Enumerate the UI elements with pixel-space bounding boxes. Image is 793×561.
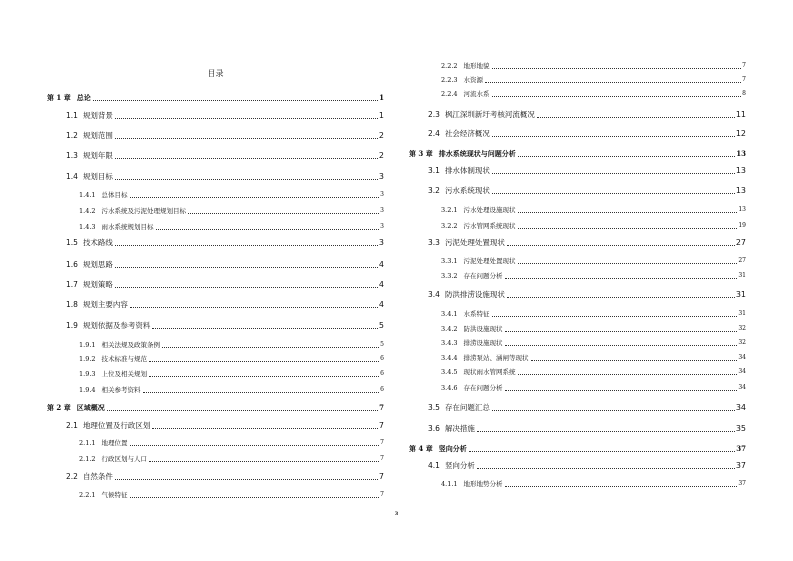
toc-entry-page: 12 [735, 129, 746, 138]
toc-entry-page: 13 [735, 166, 746, 175]
toc-entry-title: 排涝泵站、涵闸等现状 [463, 354, 529, 362]
toc-dot-leader [505, 278, 738, 279]
toc-dot-leader [537, 117, 735, 118]
toc-subsection-entry[interactable] [409, 89, 746, 99]
toc-dot-leader [156, 229, 380, 230]
toc-entry-number: 1.9.4 [79, 386, 96, 394]
toc-subsection-entry[interactable] [409, 271, 746, 281]
toc-entry-page: 37 [738, 480, 746, 487]
toc-entry-page: 1 [379, 93, 384, 102]
toc-entry-title: 排水体制现状 [444, 166, 490, 175]
toc-entry-number: 2.2 [66, 472, 78, 481]
toc-entry-title: 雨水系统规划目标 [101, 223, 154, 231]
toc-chapter-entry[interactable] [47, 403, 384, 413]
toc-dot-leader [492, 68, 742, 69]
toc-subsection-entry[interactable] [409, 205, 746, 215]
toc-entry-title: 上位及相关规划 [101, 370, 148, 378]
toc-entry-page: 11 [735, 110, 746, 119]
toc-dot-leader [162, 347, 379, 348]
toc-dot-leader [518, 263, 738, 264]
toc-subsection-entry[interactable] [47, 438, 384, 448]
toc-entry-title: 竖向分析 [438, 444, 467, 453]
toc-entry-title: 存在问题汇总 [444, 403, 490, 412]
toc-entry-title: 技术路线 [82, 238, 113, 247]
toc-entry-number: 2.2.4 [441, 90, 458, 98]
toc-subsection-entry[interactable] [409, 309, 746, 319]
toc-entry-title: 污水系统及污泥处理规划目标 [101, 207, 187, 215]
toc-dot-leader [492, 173, 735, 174]
toc-entry-page: 3 [380, 207, 384, 214]
toc-entry-title: 解决措施 [444, 424, 475, 433]
toc-entry-title: 技术标准与规范 [101, 355, 148, 363]
toc-entry-number: 3.4.3 [441, 339, 458, 347]
toc-dot-leader [115, 158, 378, 159]
toc-section-entry[interactable] [409, 110, 746, 120]
toc-entry-title: 排水系统现状与问题分析 [438, 149, 516, 158]
toc-section-entry[interactable] [47, 321, 384, 331]
toc-dot-leader [505, 331, 738, 332]
toc-subsection-entry[interactable] [409, 221, 746, 231]
toc-entry-number: 3.4.6 [441, 384, 458, 392]
toc-entry-title: 污水系统现状 [444, 186, 490, 195]
toc-entry-title: 枫江深圳新圩考核河流概况 [444, 110, 535, 119]
toc-entry-page: 13 [738, 206, 746, 213]
toc-dot-leader [115, 479, 378, 480]
toc-entry-title: 行政区划与人口 [101, 455, 148, 463]
toc-entry-number: 3.5 [428, 403, 440, 412]
toc-entry-number: 1.4.3 [79, 223, 96, 231]
toc-dot-leader [115, 118, 378, 119]
toc-entry-title: 规划依据及参考资料 [82, 321, 151, 330]
toc-entry-page: 19 [738, 222, 746, 229]
toc-entry-title: 排涝设施现状 [463, 339, 503, 347]
toc-entry-page: 31 [738, 272, 746, 279]
toc-section-entry[interactable] [47, 260, 384, 270]
toc-dot-leader [130, 307, 378, 308]
toc-dot-leader [518, 156, 736, 157]
toc-entry-title: 规划背景 [82, 111, 113, 120]
toc-entry-page: 4 [378, 280, 384, 289]
toc-entry-title: 规划策略 [82, 280, 113, 289]
toc-dot-leader [115, 245, 378, 246]
toc-title: 目录 [207, 69, 224, 78]
toc-dot-leader [492, 96, 742, 97]
toc-entry-title: 河流水系 [463, 90, 490, 98]
toc-dot-leader [492, 193, 735, 194]
toc-entry-page: 4 [378, 260, 384, 269]
toc-entry-title: 地形地势分析 [463, 480, 503, 488]
toc-entry-page: 6 [380, 355, 384, 362]
toc-dot-leader [130, 197, 380, 198]
toc-entry-number: 3.2 [428, 186, 440, 195]
toc-entry-page: 34 [735, 403, 746, 412]
toc-subsection-entry[interactable] [47, 206, 384, 216]
toc-dot-leader [107, 410, 378, 411]
toc-entry-number: 3.1 [428, 166, 440, 175]
toc-subsection-entry[interactable] [47, 385, 384, 395]
toc-subsection-entry[interactable] [409, 479, 746, 489]
toc-entry-page: 27 [735, 238, 746, 247]
toc-dot-leader [469, 451, 736, 452]
toc-entry-number: 1.7 [66, 280, 78, 289]
toc-subsection-entry[interactable] [47, 190, 384, 200]
toc-entry-page: 3 [378, 238, 384, 247]
toc-entry-number: 1.9 [66, 321, 78, 330]
toc-dot-leader [143, 392, 380, 393]
toc-entry-title: 气候特征 [101, 491, 128, 499]
toc-entry-number: 2.1.2 [79, 455, 96, 463]
toc-entry-number: 1.9.2 [79, 355, 96, 363]
toc-dot-leader [152, 328, 377, 329]
toc-subsection-entry[interactable] [47, 490, 384, 500]
toc-entry-title: 相关参考资料 [101, 386, 141, 394]
toc-dot-leader [477, 431, 735, 432]
toc-entry-number: 3.2.1 [441, 206, 458, 214]
toc-entry-title: 水资源 [463, 76, 484, 84]
toc-entry-number: 1.9.3 [79, 370, 96, 378]
toc-entry-number: 2.1.1 [79, 439, 96, 447]
toc-section-entry[interactable] [47, 472, 384, 482]
toc-dot-leader [152, 428, 377, 429]
toc-section-entry[interactable] [47, 151, 384, 161]
toc-entry-page: 4 [378, 300, 384, 309]
toc-entry-title: 污泥处理处置现状 [444, 238, 505, 247]
toc-dot-leader [518, 212, 738, 213]
toc-subsection-entry[interactable] [47, 222, 384, 232]
toc-dot-leader [130, 445, 380, 446]
toc-entry-page: 7 [380, 491, 384, 498]
toc-entry-number: 第 3 章 [409, 149, 433, 158]
toc-entry-page: 3 [380, 191, 384, 198]
toc-dot-leader [115, 287, 378, 288]
toc-section-entry[interactable] [409, 290, 746, 300]
toc-entry-title: 水系特征 [463, 310, 490, 318]
toc-entry-page: 7 [378, 421, 384, 430]
toc-dot-leader [149, 461, 379, 462]
toc-entry-page: 34 [738, 384, 746, 391]
toc-entry-number: 3.3 [428, 238, 440, 247]
toc-entry-page: 8 [742, 90, 746, 97]
toc-entry-title: 地形地貌 [463, 62, 490, 70]
toc-dot-leader [492, 316, 738, 317]
toc-dot-leader [505, 390, 738, 391]
toc-entry-number: 2.3 [428, 110, 440, 119]
toc-entry-page: 31 [738, 310, 746, 317]
toc-dot-leader [507, 245, 735, 246]
toc-chapter-entry[interactable] [409, 149, 746, 159]
toc-dot-leader [149, 376, 379, 377]
toc-section-entry[interactable] [47, 300, 384, 310]
toc-entry-number: 1.6 [66, 260, 78, 269]
toc-dot-leader [505, 486, 738, 487]
toc-subsection-entry[interactable] [47, 354, 384, 364]
toc-section-entry[interactable] [409, 238, 746, 248]
toc-dot-leader [115, 267, 378, 268]
toc-entry-page: 13 [736, 149, 746, 158]
toc-entry-title: 竖向分析 [444, 461, 475, 470]
toc-entry-title: 规划主要内容 [82, 300, 128, 309]
toc-entry-title: 地理位置 [101, 439, 128, 447]
toc-dot-leader [507, 297, 735, 298]
toc-entry-number: 2.1 [66, 421, 78, 430]
toc-section-entry[interactable] [47, 238, 384, 248]
toc-entry-title: 存在问题分析 [463, 272, 503, 280]
toc-entry-number: 1.9.1 [79, 341, 96, 349]
toc-entry-page: 7 [379, 403, 384, 412]
toc-entry-page: 3 [378, 172, 384, 181]
toc-entry-number: 2.2.2 [441, 62, 458, 70]
toc-entry-title: 污水处理设施现状 [463, 206, 516, 214]
toc-entry-number: 3.4.5 [441, 368, 458, 376]
toc-subsection-entry[interactable] [409, 353, 746, 363]
toc-entry-number: 3.6 [428, 424, 440, 433]
toc-entry-number: 3.4 [428, 290, 440, 299]
toc-dot-leader [130, 497, 380, 498]
toc-entry-title: 社会经济概况 [444, 129, 490, 138]
toc-entry-page: 7 [742, 76, 746, 83]
toc-entry-title: 防洪设施现状 [463, 325, 503, 333]
toc-entry-page: 3 [380, 223, 384, 230]
toc-entry-title: 自然条件 [82, 472, 113, 481]
toc-entry-page: 7 [742, 62, 746, 69]
toc-entry-page: 32 [738, 339, 746, 346]
toc-dot-leader [518, 374, 738, 375]
toc-entry-number: 第 4 章 [409, 444, 433, 453]
toc-entry-page: 7 [380, 455, 384, 462]
toc-entry-title: 现状雨水管网系统 [463, 368, 516, 376]
toc-subsection-entry[interactable] [409, 338, 746, 348]
toc-entry-number: 3.2.2 [441, 222, 458, 230]
toc-section-entry[interactable] [409, 129, 746, 139]
toc-entry-number: 1.4 [66, 172, 78, 181]
toc-section-entry[interactable] [409, 461, 746, 471]
toc-dot-leader [518, 228, 738, 229]
toc-dot-leader [477, 468, 735, 469]
toc-dot-leader [149, 361, 379, 362]
toc-entry-title: 污泥处理处置现状 [463, 257, 516, 265]
toc-entry-page: 31 [735, 290, 746, 299]
toc-entry-number: 1.5 [66, 238, 78, 247]
toc-entry-page: 27 [738, 257, 746, 264]
toc-dot-leader [492, 136, 735, 137]
toc-section-entry[interactable] [409, 424, 746, 434]
toc-entry-page: 34 [738, 368, 746, 375]
toc-entry-title: 存在问题分析 [463, 384, 503, 392]
toc-entry-title: 总论 [76, 93, 91, 102]
toc-dot-leader [531, 360, 738, 361]
toc-entry-title: 规划思路 [82, 260, 113, 269]
toc-chapter-entry[interactable] [409, 444, 746, 454]
toc-subsection-entry[interactable] [47, 454, 384, 464]
toc-entry-number: 1.4.1 [79, 191, 96, 199]
toc-section-entry[interactable] [47, 131, 384, 141]
toc-entry-number: 2.2.1 [79, 491, 96, 499]
toc-entry-title: 区域概况 [76, 403, 105, 412]
toc-subsection-entry[interactable] [409, 383, 746, 393]
toc-entry-title: 污水管网系统现状 [463, 222, 516, 230]
toc-dot-leader [115, 138, 378, 139]
toc-entry-page: 32 [738, 325, 746, 332]
toc-entry-title: 总体目标 [101, 191, 128, 199]
toc-chapter-entry[interactable] [47, 93, 384, 103]
toc-entry-title: 规划范围 [82, 131, 113, 140]
toc-entry-title: 相关法规及政策条例 [101, 341, 161, 349]
toc-section-entry[interactable] [409, 403, 746, 413]
toc-entry-number: 3.3.1 [441, 257, 458, 265]
toc-entry-page: 2 [378, 131, 384, 140]
page-number: 3 [394, 511, 399, 517]
toc-entry-title: 防洪排涝设施现状 [444, 290, 505, 299]
toc-entry-page: 7 [380, 439, 384, 446]
toc-section-entry[interactable] [47, 421, 384, 431]
toc-entry-page: 37 [735, 461, 746, 470]
toc-dot-leader [505, 345, 738, 346]
toc-entry-page: 7 [378, 472, 384, 481]
toc-section-entry[interactable] [409, 186, 746, 196]
toc-dot-leader [93, 100, 378, 101]
toc-dot-leader [115, 179, 378, 180]
toc-entry-page: 6 [380, 370, 384, 377]
toc-section-entry[interactable] [47, 280, 384, 290]
toc-dot-leader [492, 410, 735, 411]
toc-entry-number: 4.1.1 [441, 480, 458, 488]
toc-entry-number: 2.4 [428, 129, 440, 138]
toc-entry-page: 6 [380, 386, 384, 393]
toc-entry-number: 4.1 [428, 461, 440, 470]
toc-entry-title: 地理位置及行政区划 [82, 421, 151, 430]
toc-entry-title: 规划年限 [82, 151, 113, 160]
toc-entry-title: 规划目标 [82, 172, 113, 181]
toc-entry-number: 2.2.3 [441, 76, 458, 84]
toc-subsection-entry[interactable] [47, 340, 384, 350]
toc-subsection-entry[interactable] [409, 61, 746, 71]
toc-entry-number: 第 1 章 [47, 93, 71, 102]
toc-entry-number: 3.4.1 [441, 310, 458, 318]
toc-subsection-entry[interactable] [409, 75, 746, 85]
toc-entry-number: 3.4.2 [441, 325, 458, 333]
toc-entry-number: 1.2 [66, 131, 78, 140]
toc-entry-page: 34 [738, 354, 746, 361]
toc-entry-number: 1.3 [66, 151, 78, 160]
toc-subsection-entry[interactable] [409, 324, 746, 334]
toc-entry-number: 3.4.4 [441, 354, 458, 362]
toc-entry-page: 13 [735, 186, 746, 195]
toc-section-entry[interactable] [47, 172, 384, 182]
toc-entry-page: 1 [378, 111, 384, 120]
toc-subsection-entry[interactable] [409, 367, 746, 377]
toc-entry-page: 35 [735, 424, 746, 433]
toc-entry-number: 第 2 章 [47, 403, 71, 412]
toc-dot-leader [485, 82, 741, 83]
toc-entry-number: 1.1 [66, 111, 78, 120]
toc-section-entry[interactable] [47, 111, 384, 121]
toc-subsection-entry[interactable] [409, 256, 746, 266]
toc-entry-page: 37 [736, 444, 746, 453]
toc-dot-leader [188, 213, 379, 214]
toc-section-entry[interactable] [409, 166, 746, 176]
toc-entry-number: 3.3.2 [441, 272, 458, 280]
toc-entry-number: 1.4.2 [79, 207, 96, 215]
toc-entry-page: 2 [378, 151, 384, 160]
toc-entry-number: 1.8 [66, 300, 78, 309]
toc-entry-page: 5 [378, 321, 384, 330]
toc-subsection-entry[interactable] [47, 369, 384, 379]
toc-entry-page: 5 [380, 341, 384, 348]
